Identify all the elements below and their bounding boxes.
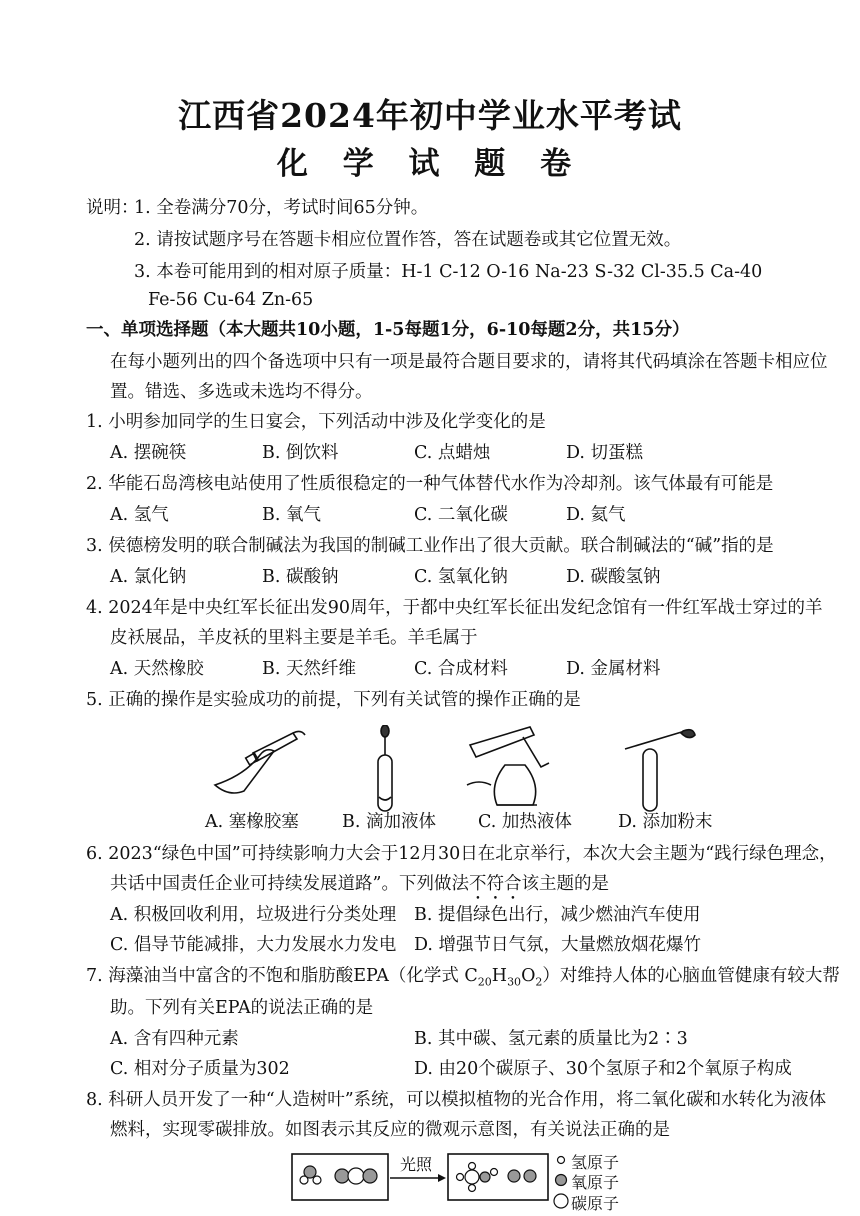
- q5-option-c: C. 加热液体: [478, 812, 572, 832]
- product-molecules: [457, 1163, 537, 1192]
- note-1: 1. 全卷满分70分，考试时间65分钟。: [134, 198, 429, 218]
- q6-emphasis: 不符合: [468, 874, 522, 894]
- arrow-head: [438, 1174, 446, 1182]
- exam-subtitle: 化 学 试 题 卷: [276, 146, 584, 182]
- q1-option-b: B. 倒饮料: [262, 443, 339, 463]
- hydrogen-symbol: [558, 1157, 565, 1164]
- q7-option-b: B. 其中碳、氢元素的质量比为2∶3: [414, 1029, 688, 1049]
- reactant-molecules: [300, 1166, 377, 1184]
- q6-option-d: D. 增强节日气氛，大量燃放烟花爆竹: [414, 935, 702, 955]
- oxygen-symbol: [556, 1175, 567, 1186]
- q1-option-a: A. 摆碗筷: [110, 443, 187, 463]
- q6-option-b: B. 提倡绿色出行，减少燃油汽车使用: [414, 905, 701, 925]
- q7-stem-cont: 助。下列有关EPA的说法正确的是: [110, 998, 374, 1018]
- q1-option-d: D. 切蛋糕: [566, 443, 644, 463]
- q4-stem-cont: 皮袄展品，羊皮袄的里料主要是羊毛。羊毛属于: [110, 628, 478, 648]
- q2-option-b: B. 氧气: [262, 505, 321, 525]
- section-heading: 一、单项选择题（本大题共10小题，1-5每题1分，6-10每题2分，共15分）: [86, 320, 690, 340]
- q7-stem-part2: 对维持人体的心脑血管健康有较大帮: [559, 966, 840, 986]
- q1-stem: 1. 小明参加同学的生日宴会，下列活动中涉及化学变化的是: [86, 412, 546, 432]
- carbon-symbol: [554, 1194, 568, 1208]
- q3-option-d: D. 碳酸氢钠: [566, 567, 661, 587]
- q8-legend-symbols: [553, 1150, 569, 1212]
- q7-option-d: D. 由20个碳原子、30个氢原子和2个氧原子构成: [414, 1059, 792, 1079]
- q6-option-a: A. 积极回收利用，垃圾进行分类处理: [110, 905, 397, 925]
- legend-oxygen: 氧原子: [571, 1173, 620, 1192]
- q3-option-c: C. 氢氧化钠: [414, 567, 508, 587]
- q6-stem-cont: [110, 872, 609, 904]
- section-desc-1: 在每小题列出的四个备选项中只有一项是最符合题目要求的，请将其代码填涂在答题卡相应位: [110, 352, 828, 372]
- q2-option-c: C. 二氧化碳: [414, 505, 508, 525]
- q7-sub-c: 20: [477, 975, 492, 989]
- q2-option-d: D. 氦气: [566, 505, 626, 525]
- figure-b-dropper: [378, 725, 392, 811]
- legend-carbon: 碳原子: [571, 1194, 620, 1213]
- q2-option-a: A. 氢气: [110, 505, 169, 525]
- q7-sub-h: 30: [507, 975, 522, 989]
- q3-option-a: A. 氯化钠: [110, 567, 187, 587]
- q7-stem-part1: 7. 海藻油当中富含的不饱和脂肪酸EPA（化学式 C: [86, 966, 478, 986]
- q6-option-c: C. 倡导节能减排，大力发展水力发电: [110, 935, 397, 955]
- figure-a-stopper: [215, 731, 305, 793]
- exam-title: 江西省2024年初中学业水平考试: [178, 96, 682, 135]
- q4-option-b: B. 天然纤维: [262, 659, 356, 679]
- q4-option-c: C. 合成材料: [414, 659, 508, 679]
- q5-option-d: D. 添加粉末: [618, 812, 713, 832]
- q7-stem: 7. 海藻油当中富含的不饱和脂肪酸EPA（化学式 $C_{20}H_{30}O_2$）对维持人体的心脑血管健康有较大帮: [86, 966, 840, 989]
- figure-d-powder: [625, 730, 695, 811]
- q8-stem-cont: 燃料，实现零碳排放。如图表示其反应的微观示意图，有关说法正确的是: [110, 1120, 670, 1140]
- q8-stem: 8. 科研人员开发了一种“人造树叶”系统，可以模拟植物的光合作用，将二氧化碳和水转化为液体: [86, 1090, 827, 1110]
- legend-hydrogen: 氢原子: [571, 1153, 620, 1172]
- q6-stem-tail: 该主题的是: [521, 874, 609, 894]
- q3-stem: 3. 侯德榜发明的联合制碱法为我国的制碱工业作出了很大贡献。联合制碱法的“碱”指的是: [86, 536, 774, 556]
- q7-option-a: A. 含有四种元素: [110, 1029, 239, 1049]
- q4-option-d: D. 金属材料: [566, 659, 661, 679]
- q7-sub-o: 2: [535, 975, 543, 989]
- q4-stem: 4. 2024年是中央红军长征出发90周年，于都中央红军长征出发纪念馆有一件红军战士穿过的羊: [86, 598, 823, 618]
- notes-label: 说明：: [86, 198, 139, 218]
- q5-option-b: B. 滴加液体: [342, 812, 436, 832]
- arrow-label: 光照: [400, 1155, 433, 1174]
- q2-stem: 2. 华能石岛湾核电站使用了性质很稳定的一种气体替代水作为冷却剂。该气体最有可能是: [86, 474, 774, 494]
- note-2: 2. 请按试题序号在答题卡相应位置作答，答在试题卷或其它位置无效。: [134, 230, 682, 250]
- q7-option-c: C. 相对分子质量为302: [110, 1059, 290, 1079]
- section-desc-2: 置。错选、多选或未选均不得分。: [110, 382, 373, 402]
- q5-stem: 5. 正确的操作是实验成功的前提，下列有关试管的操作正确的是: [86, 690, 581, 710]
- note-3: 3. 本卷可能用到的相对原子质量：H-1 C-12 O-16 Na-23 S-32 Cl-35.5 Ca-40: [134, 262, 763, 282]
- q5-apparatus-figures: [205, 725, 805, 815]
- q6-stem-part: 共话中国责任企业可持续发展道路”。下列做法: [110, 874, 469, 894]
- q1-option-c: C. 点蜡烛: [414, 443, 491, 463]
- q5-option-a: A. 塞橡胶塞: [205, 812, 299, 832]
- q8-reaction-diagram: [290, 1150, 550, 1206]
- q3-option-b: B. 碳酸钠: [262, 567, 339, 587]
- note-3-cont: Fe-56 Cu-64 Zn-65: [148, 290, 314, 310]
- q4-option-a: A. 天然橡胶: [110, 659, 204, 679]
- q6-stem: 6. 2023“绿色中国”可持续影响力大会于12月30日在北京举行，本次大会主题为“践行绿色理念，: [86, 844, 837, 864]
- figure-c-heating: [467, 727, 549, 805]
